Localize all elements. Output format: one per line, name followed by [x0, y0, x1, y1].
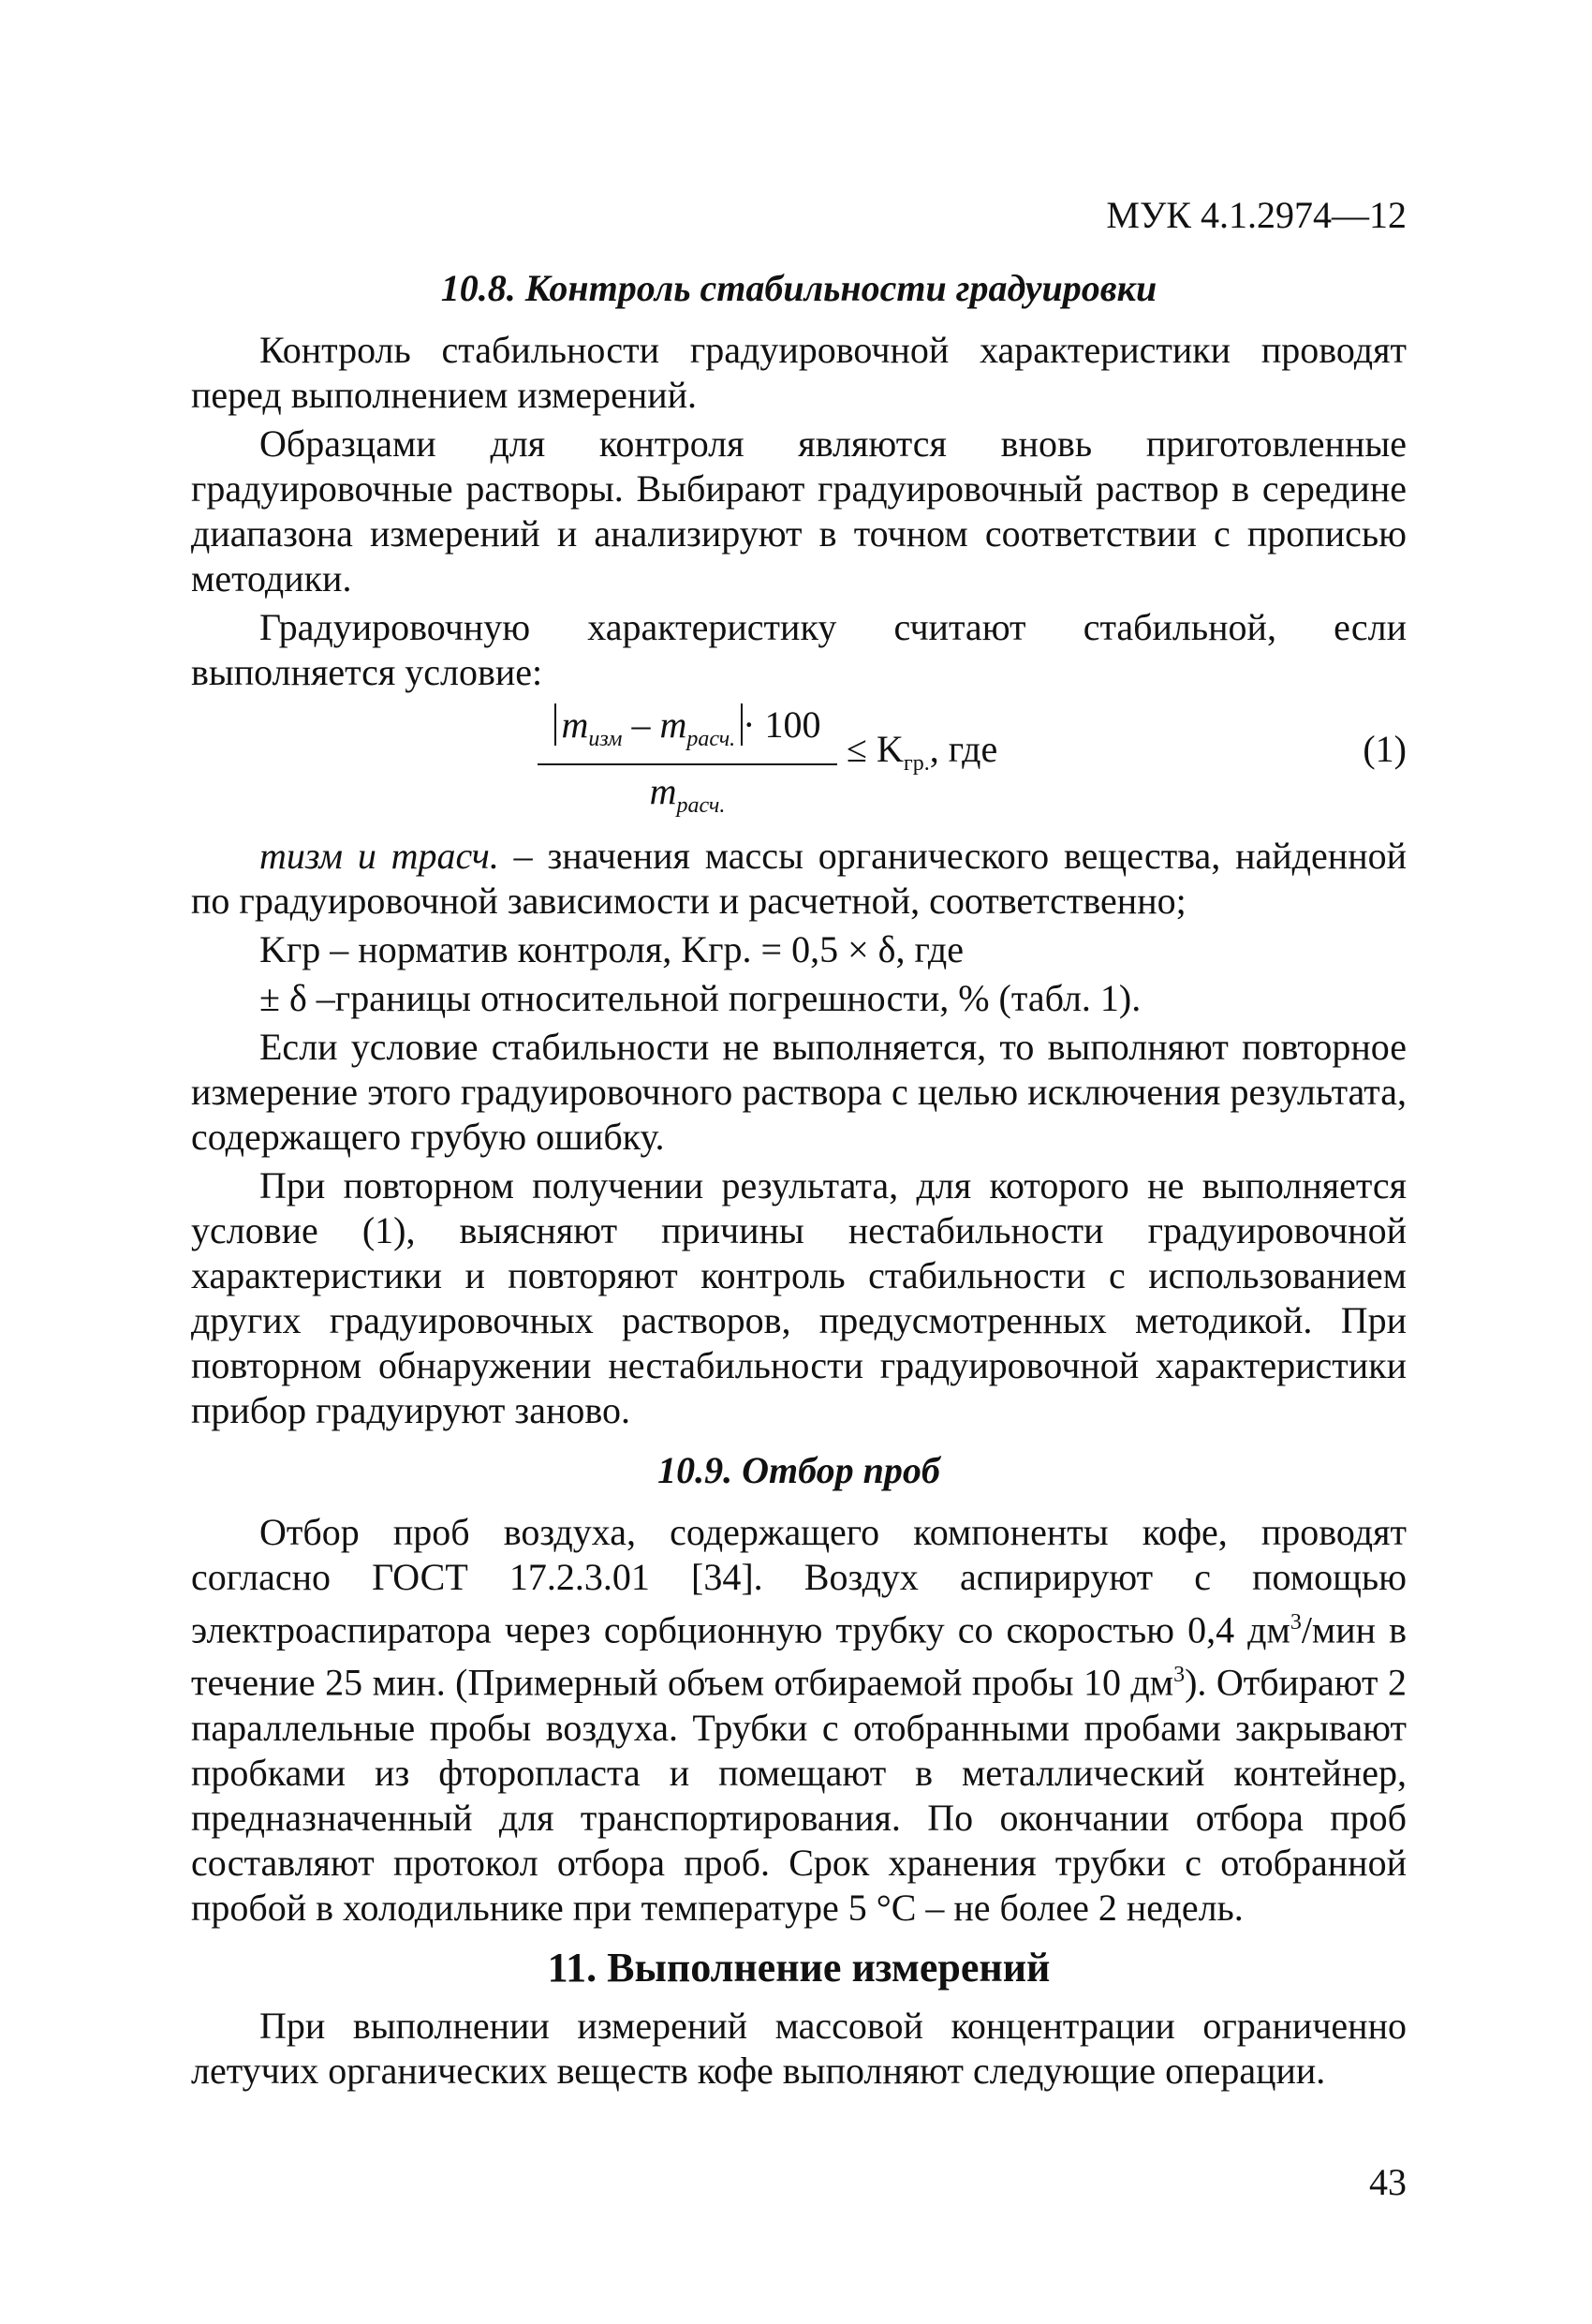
- paragraph: Контроль стабильности градуировочной характеристики проводят перед выполнением измерений.: [191, 329, 1407, 416]
- paragraph: Если условие стабильности не выполняется, то выполняют повторное измерение этого градуировочного раствора с целью исключения результата, содержащего грубую ошибку.: [191, 1026, 1407, 1158]
- section-10-9-title: 10.9. Отбор проб: [657, 1449, 940, 1491]
- section-10-8-title: 10.8. Контроль стабильности градуировки: [440, 267, 1157, 309]
- paragraph-sampling: Отбор проб воздуха, содержащего компоненты кофе, проводят согласно ГОСТ 17.2.3.01 [34]. Воздух аспирируют с помощью электроаспиратора через сорбционную трубку со скоростью 0,4 $дм^3$/мин в течение 25 мин. (Примерный объем отбираемой пробы 10 $дм^3$). Отбирают 2 параллельные пробы воздуха. Трубки с отобранными пробами закрывают пробками из фторопласта и помещают в металлический контейнер, предназначенный для транспортирования. По окончании отбора проб составляют протокол отбора проб. Срок хранения трубки с отобранной пробой в холодильнике при температуре 5 °С – не более 2 недель.: [191, 1511, 1407, 1929]
- formula-fraction: [538, 703, 837, 828]
- definition-masses: mизм и mрасч. – значения массы органического вещества, найденной по градуировочной зависимости и расчетной, соответственно;: [191, 835, 1407, 922]
- formula-condition: ≤ $K_{гр.}$, где: [847, 728, 998, 776]
- paragraph: При повторном получении результата, для которого не выполняется условие (1), выясняют причины нестабильности градуировочной характеристики и повторяют контроль стабильности с использованием других градуировочных растворов, предусмотренных методикой. При повторном обнаружении нестабильности градуировочной характеристики прибор градуируют заново.: [191, 1164, 1407, 1431]
- formula-1: [191, 703, 1407, 826]
- formula-number: (1): [1363, 728, 1407, 770]
- paragraph: При выполнении измерений массовой концентрации ограниченно летучих органических веществ кофе выполняют следующие операции.: [191, 2004, 1407, 2092]
- paragraph: Градуировочную характеристику считают стабильной, если выполняется условие:: [191, 606, 1407, 693]
- definition-k-norm: Kгр – норматив контроля, Kгр. = 0,5 × δ, где: [259, 928, 965, 970]
- section-11-title: 11. Выполнение измерений: [547, 1944, 1051, 1991]
- document-code: МУК 4.1.2974—12: [1106, 194, 1407, 236]
- definition-delta: ± δ –границы относительной погрешности, % (табл. 1).: [259, 977, 1142, 1019]
- formula-denominator: $m_{расч.}$: [649, 770, 726, 818]
- page-body: [191, 184, 1407, 2097]
- paragraph: Образцами для контроля являются вновь приготовленные градуировочные растворы. Выбирают градуировочный раствор в середине диапазона измерений и анализируют в точном соответствии с прописью методики.: [191, 422, 1407, 600]
- page-number: 43: [1369, 2161, 1407, 2203]
- formula-numerator: $m_{изм} - m_{расч.} \cdot 100$: [538, 703, 837, 765]
